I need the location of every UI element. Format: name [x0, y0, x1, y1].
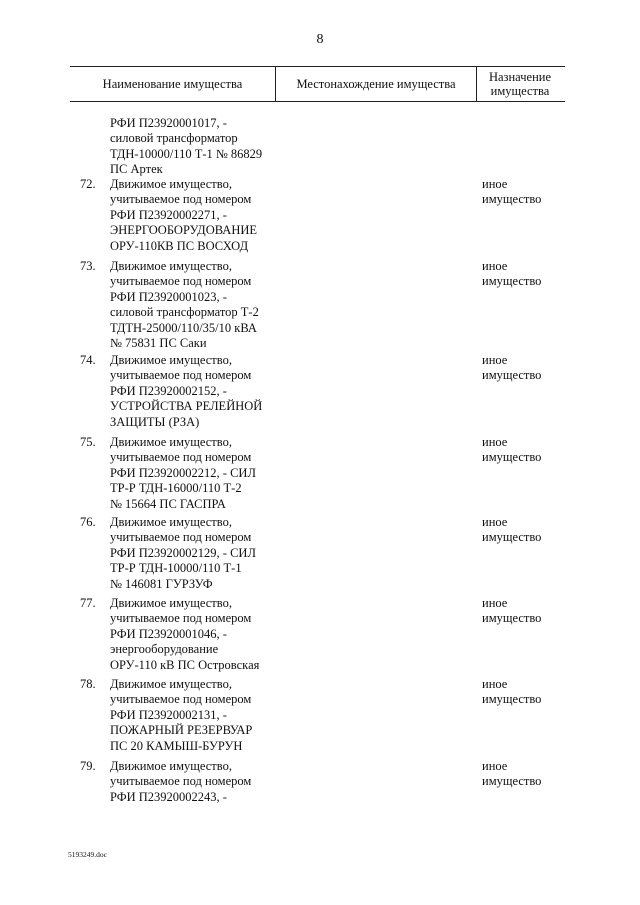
table-header: [70, 66, 565, 102]
purpose-line: имущество: [482, 368, 542, 383]
purpose-line: иное: [482, 177, 508, 191]
description-line: Движимое имущество,: [110, 353, 232, 367]
description-line: ТДН-10000/110 Т-1 № 86829: [110, 146, 263, 161]
description-line: ТДТН-25000/110/35/10 кВА: [110, 320, 257, 335]
property-purpose: [482, 596, 582, 627]
description-line: учитываемое под номером: [110, 774, 252, 789]
purpose-line: имущество: [482, 774, 542, 789]
description-line: силовой трансформатор Т-2: [110, 305, 259, 320]
purpose-line: имущество: [482, 192, 542, 207]
description-line: ЭНЕРГООБОРУДОВАНИЕ: [110, 223, 258, 238]
header-purpose: Назначение имущества: [488, 70, 551, 98]
row-number: 72.: [80, 177, 96, 191]
description-line: ТР-Р ТДН-10000/110 Т-1: [110, 561, 242, 576]
description-line: ПОЖАРНЫЙ РЕЗЕРВУАР: [110, 723, 253, 738]
property-purpose: [482, 759, 582, 790]
purpose-line: имущество: [482, 692, 542, 707]
description-line: учитываемое под номером: [110, 692, 252, 707]
description-line: ОРУ-110 кВ ПС Островская: [110, 657, 260, 672]
purpose-line: имущество: [482, 274, 542, 289]
property-description: [110, 259, 300, 351]
property-purpose: [482, 677, 582, 708]
description-line: Движимое имущество,: [110, 677, 232, 691]
description-line: РФИ П23920002131, -: [110, 707, 227, 722]
row-number: 78.: [80, 677, 96, 691]
description-line: силовой трансформатор: [110, 131, 238, 146]
description-line: Движимое имущество,: [110, 515, 232, 529]
row-number: 76.: [80, 515, 96, 529]
purpose-line: иное: [482, 259, 508, 273]
page-number: 8: [316, 32, 324, 47]
description-line: ОРУ-110КВ ПС ВОСХОД: [110, 238, 249, 253]
property-description: [110, 353, 300, 430]
file-name: 5193249.doc: [68, 850, 107, 859]
row-number: 75.: [80, 435, 96, 449]
description-line: РФИ П23920002271, -: [110, 207, 227, 222]
purpose-line: иное: [482, 515, 508, 529]
description-line: № 75831 ПС Саки: [110, 336, 207, 351]
property-purpose: [482, 515, 582, 546]
description-line: учитываемое под номером: [110, 274, 252, 289]
property-description: [110, 677, 300, 754]
purpose-line: имущество: [482, 530, 542, 545]
purpose-line: иное: [482, 759, 508, 773]
description-line: ПС Артек: [110, 162, 163, 177]
description-line: ЗАЩИТЫ (РЗА): [110, 414, 200, 429]
description-line: энергооборудование: [110, 642, 219, 657]
property-purpose: [482, 353, 582, 384]
description-line: Движимое имущество,: [110, 177, 232, 191]
description-line: РФИ П23920001046, -: [110, 626, 227, 641]
description-line: учитываемое под номером: [110, 530, 252, 545]
property-description: [110, 596, 300, 673]
purpose-line: иное: [482, 596, 508, 610]
description-line: Движимое имущество,: [110, 259, 232, 273]
description-line: РФИ П23920001017, -: [110, 116, 227, 130]
description-line: РФИ П23920002212, - СИЛ: [110, 465, 256, 480]
description-line: Движимое имущество,: [110, 596, 232, 610]
purpose-line: иное: [482, 677, 508, 691]
description-line: Движимое имущество,: [110, 435, 232, 449]
description-line: № 146081 ГУРЗУФ: [110, 576, 213, 591]
property-purpose: [482, 259, 582, 290]
property-description: [110, 515, 300, 592]
row-number: 77.: [80, 596, 96, 610]
header-location: Местонахождение имущества: [275, 67, 477, 101]
description-line: № 15664 ПС ГАСПРА: [110, 496, 226, 511]
header-name: Наименование имущества: [102, 77, 243, 91]
description-line: РФИ П23920001023, -: [110, 289, 227, 304]
purpose-line: иное: [482, 435, 508, 449]
description-line: Движимое имущество,: [110, 759, 232, 773]
property-description: [110, 435, 300, 512]
row-number: 73.: [80, 259, 96, 273]
description-line: учитываемое под номером: [110, 192, 252, 207]
property-description: [110, 177, 300, 254]
description-line: РФИ П23920002129, - СИЛ: [110, 545, 256, 560]
description-line: ТР-Р ТДН-16000/110 Т-2: [110, 481, 242, 496]
description-line: РФИ П23920002152, -: [110, 383, 227, 398]
description-line: учитываемое под номером: [110, 368, 252, 383]
description-line: РФИ П23920002243, -: [110, 789, 227, 804]
purpose-line: иное: [482, 353, 508, 367]
purpose-line: имущество: [482, 450, 542, 465]
property-purpose: [482, 177, 582, 208]
description-line: учитываемое под номером: [110, 611, 252, 626]
description-line: УСТРОЙСТВА РЕЛЕЙНОЙ: [110, 399, 263, 414]
purpose-line: имущество: [482, 611, 542, 626]
description-line: учитываемое под номером: [110, 450, 252, 465]
property-description: [110, 759, 300, 805]
property-purpose: [482, 435, 582, 466]
row-number: 74.: [80, 353, 96, 367]
row-number: 79.: [80, 759, 96, 773]
description-line: ПС 20 КАМЫШ-БУРУН: [110, 738, 243, 753]
property-description: [110, 116, 300, 178]
